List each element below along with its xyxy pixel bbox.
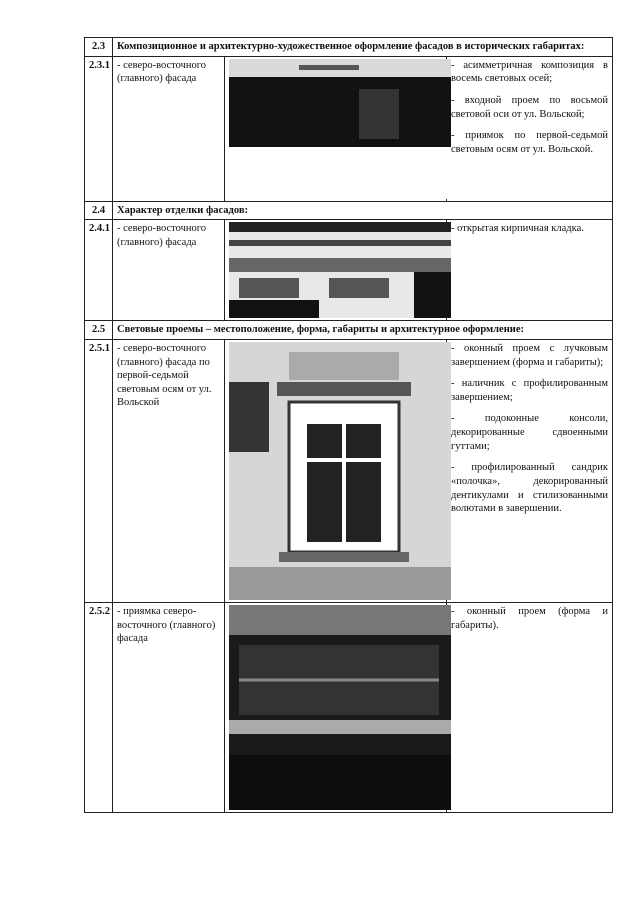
heritage-table (84, 37, 613, 813)
item-description (447, 602, 613, 812)
item-object: - северо-восточного (главного) фасада (113, 220, 225, 321)
item-row (85, 56, 613, 201)
feature-line: - профилированный сандрик «полочка», декорированный дентикулами и стилизованными волютами в завершении. (451, 462, 608, 515)
item-number: 2.5.2 (85, 602, 113, 812)
item-row (85, 220, 613, 321)
item-description (447, 220, 613, 321)
feature-line: - приямок по первой-седьмой световым осям от ул. Вольской. (451, 130, 608, 155)
item-description (447, 56, 613, 201)
pit-window-photo (225, 602, 447, 812)
feature-line: - наличник с профилированным завершением; (451, 378, 608, 403)
feature-line: - оконный проем с лучковым завершением (форма и габариты); (451, 342, 608, 368)
section-number: 2.3 (85, 38, 113, 57)
item-object: - приямка северо-восточного (главного) фасада (113, 602, 225, 812)
item-number: 2.3.1 (85, 56, 113, 201)
feature-line: - оконный проем (форма и габариты). (451, 605, 608, 631)
item-row (85, 602, 613, 812)
section-number: 2.5 (85, 321, 113, 340)
feature-line: - подоконные консоли, декорированные сдвоенными гуттами; (451, 413, 608, 452)
section-title: Световые проемы – местоположение, форма, габариты и архитектурное оформление: (113, 321, 613, 340)
section-row (85, 201, 613, 220)
section-row (85, 38, 613, 57)
window-photo (225, 339, 447, 602)
section-title: Композиционное и архитектурно-художественное оформление фасадов в исторических габаритах: (113, 38, 613, 57)
section-title: Характер отделки фасадов: (113, 201, 613, 220)
item-description (447, 339, 613, 602)
section-row (85, 321, 613, 340)
section-number: 2.4 (85, 201, 113, 220)
item-number: 2.5.1 (85, 339, 113, 602)
brickwork-photo (225, 220, 447, 321)
item-object: - северо-восточного (главного) фасада по первой-седьмой световым осям от ул. Вольской (113, 339, 225, 602)
item-row (85, 339, 613, 602)
item-number: 2.4.1 (85, 220, 113, 321)
feature-line: - открытая кирпичная кладка. (451, 223, 584, 235)
facade-photo (225, 56, 447, 201)
item-object: - северо-восточного (главного) фасада (113, 56, 225, 201)
feature-line: - асимметричная композиция в восемь световых осей; (451, 59, 608, 85)
feature-line: - входной проем по восьмой световой оси от ул. Вольской; (451, 94, 608, 120)
